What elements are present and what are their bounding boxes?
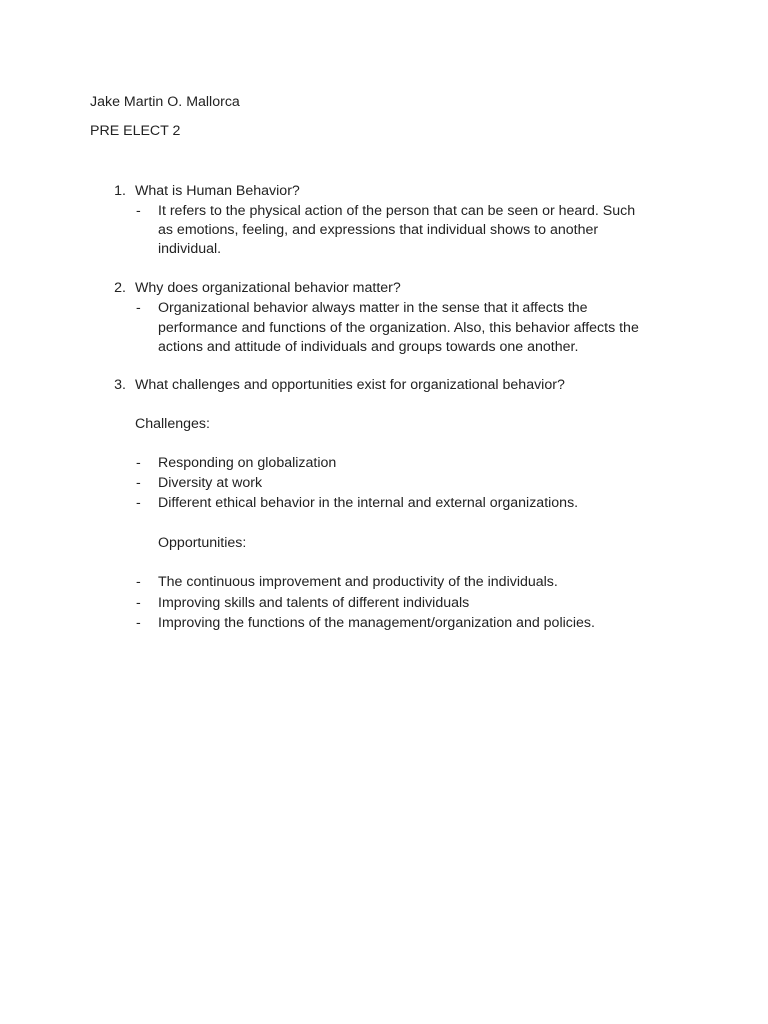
challenge-item: Different ethical behavior in the internal and external organizations.	[158, 495, 579, 511]
bullet-dash: -	[136, 455, 141, 471]
question-text: What is Human Behavior?	[135, 183, 300, 199]
challenge-item: Responding on globalization	[158, 455, 337, 471]
bullet-dash: -	[136, 615, 141, 631]
answer-line: Organizational behavior always matter in the sense that it affects the	[158, 300, 588, 316]
bullet-dash: -	[136, 203, 141, 219]
bullet-dash: -	[136, 475, 141, 491]
course-title: PRE ELECT 2	[90, 123, 181, 139]
bullet-dash: -	[136, 300, 141, 316]
opportunity-item: The continuous improvement and productivity of the individuals.	[158, 574, 558, 590]
answer-line: performance and functions of the organization. Also, this behavior affects the	[158, 320, 639, 336]
question-number: 2.	[114, 280, 126, 296]
question-number: 3.	[114, 377, 126, 393]
bullet-dash: -	[136, 595, 141, 611]
answer-line: as emotions, feeling, and expressions that individual shows to another	[158, 222, 599, 238]
challenge-item: Diversity at work	[158, 475, 263, 491]
answer-line: It refers to the physical action of the person that can be seen or heard. Such	[158, 203, 636, 219]
bullet-dash: -	[136, 495, 141, 511]
question-text: What challenges and opportunities exist for organizational behavior?	[135, 377, 565, 393]
opportunity-item: Improving the functions of the management/organization and policies.	[158, 615, 595, 631]
answer-line: individual.	[158, 241, 222, 257]
author-name: Jake Martin O. Mallorca	[90, 94, 240, 110]
bullet-dash: -	[136, 574, 141, 590]
question-number: 1.	[114, 183, 126, 199]
answer-line: actions and attitude of individuals and groups towards one another.	[158, 339, 579, 355]
question-text: Why does organizational behavior matter?	[135, 280, 401, 296]
challenges-heading: Challenges:	[135, 416, 210, 432]
opportunity-item: Improving skills and talents of different individuals	[158, 595, 470, 611]
opportunities-heading: Opportunities:	[158, 535, 247, 551]
